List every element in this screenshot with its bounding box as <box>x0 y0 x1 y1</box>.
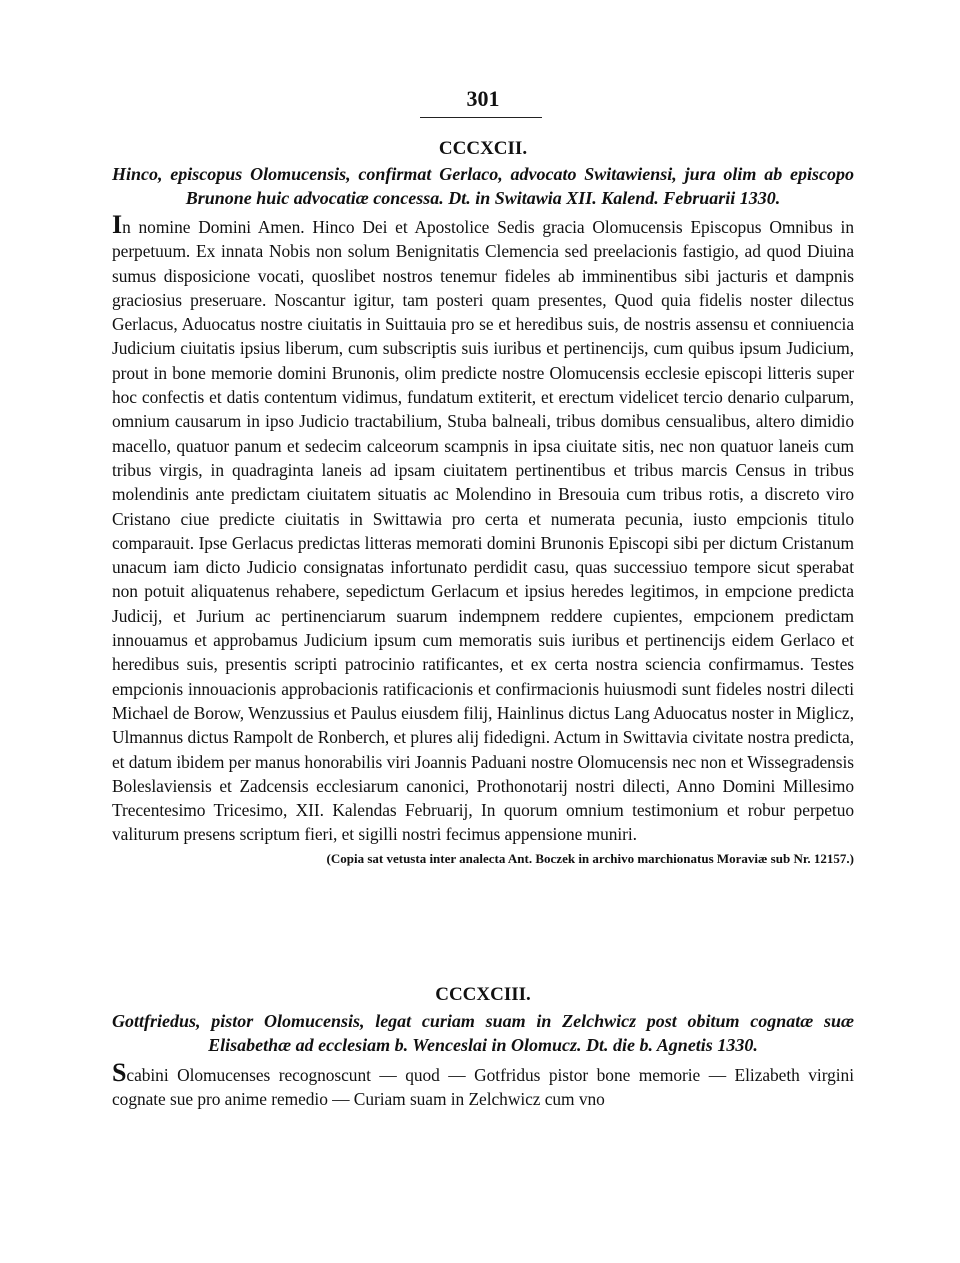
charter-392 <box>112 138 854 869</box>
charter-number: CCCXCII. <box>438 138 528 159</box>
charter-number: CCCXCIII. <box>435 984 531 1005</box>
charter-regest: Hinco, episcopus Olomucensis, confirmat Gerlaco, advocato Switawiensi, jura olim ab episcopo Brunone huic advocatiæ concessa. Dt. in Switawia XII. Kalend. Februarii 1330. <box>112 164 854 208</box>
initial-letter: S <box>112 1058 127 1087</box>
page-number: 301 <box>466 86 500 111</box>
charter-regest: Gottfriedus, pistor Olomucensis, legat curiam suam in Zelchwicz post obitum cognatæ suæ Elisabethæ ad ecclesiam b. Wenceslai in Olomucz. Dt. die b. Agnetis 1330. <box>112 1011 854 1055</box>
charter-body: n nomine Domini Amen. Hinco Dei et Apostolice Sedis gracia Olomucensis Episcopus Omnibus in perpetuum. Ex innata Nobis non solum Benignitatis Clemencia sed preelacionis fastigio, ad quod Diuina sumus disposicione vocati, quoslibet nostros tenemur fideles ab imminentibus sibi jacturis et dampnis graciosius preseruare. Noscantur igitur, tam posteri quam presentes, Quod quia fidelis noster dilectus Gerlacus, Aduocatus nostre ciuitatis in Suittauia pro se et heredibus suis, de nostris assensu et conniuencia Judicium ciuitatis ipsius liberum, cum subscriptis suis iuribus et pertinencijs, cum quibus ipsum Judicium, prout in bone memorie domini Brunonis, olim predicte nostre Olomucensis ecclesie episcopi litteris super hoc confectis et datis contentum vidimus, fundatum extiterit, et erectum videlicet tercio denario culparum, omnium causarum in ipso Judicio tractabilium, Stuba balneali, tribus domibus censualibus, altero dimidio macello, quatuor panum et sedecim calceorum scampnis in ipsa ciuitate sitis, nec non quatuor laneis cum tribus virgis, in quadraginta laneis ad ipsam ciuitatem pertinentibus et tribus marcis Census in tribus molendinis ante predictam ciuitatem situatis ac Molendino in Bresouia cum tribus rotis, a discreto viro Cristano ciue predicte ciuitatis in Swittawia pro certa et numerata pecunia, iusto empcionis titulo comparauit. Ipse Gerlacus predictas litteras memorati domini Brunonis Episcopi sibi per dictum Cristanum unacum iam dicto Judicio consignatas infortunato perdidit casu, quas successiuo tempore sicut sperabat non potuit aliquatenus rehabere, sepedictum Gerlacum et ipsius heredes legitimos, in empcione predicta Judicij, et Jurium ac pertinenciarum suarum indempnem reddere cupientes, empcionem predictam innouamus et approbamus Judicium ipsum cum memoratis suis iuribus et pertinencijs eidem Gerlaco et heredibus suis, presentis scripti patrocinio ratificantes, et ex certa nostra sciencia confirmamus. Testes empcionis innouacionis approbacionis ratificacionis et confirmacionis huiusmodi sunt fideles nostri dilecti Michael de Borow, Wenzussius et Paulus eiusdem filij, Hainlinus dictus Lang Aduocatus noster in Miglicz, Ulmannus dictus Rampolt de Ronberch, et plures alij fidedigni. Actum in Swittavia civitate nostra predicta, et datum ibidem per manus honorabilis viri Joannis Paduani nostre Olomucensis nec non et Wissegradensis Boleslaviensis et Zadcensis ecclesiarum canonici, Prothonotarij nostri dilecti, Anno Domini Millesimo Trecentesimo Tricesimo, XII. Kalendas Februarij, In quorum omnium testimonium et robur perpetuo valiturum presens scriptum fieri, et sigilli nostri fecimus appensione muniri. <box>112 217 854 845</box>
initial-letter: I <box>112 210 123 239</box>
source-note: (Copia sat vetusta inter analecta Ant. Boczek in archivo marchionatus Moraviæ sub Nr. 12157.) <box>326 850 854 866</box>
charter-text <box>112 1058 854 1112</box>
charter-393 <box>112 984 854 1112</box>
charter-text <box>112 210 854 847</box>
header-rule <box>420 117 542 118</box>
charter-body: cabini Olomucenses recognoscunt — quod — Gotfridus pistor bone memorie — Elizabeth virgini cognate sue pro anime remedio — Curiam suam in Zelchwicz cum vno <box>112 1065 854 1110</box>
